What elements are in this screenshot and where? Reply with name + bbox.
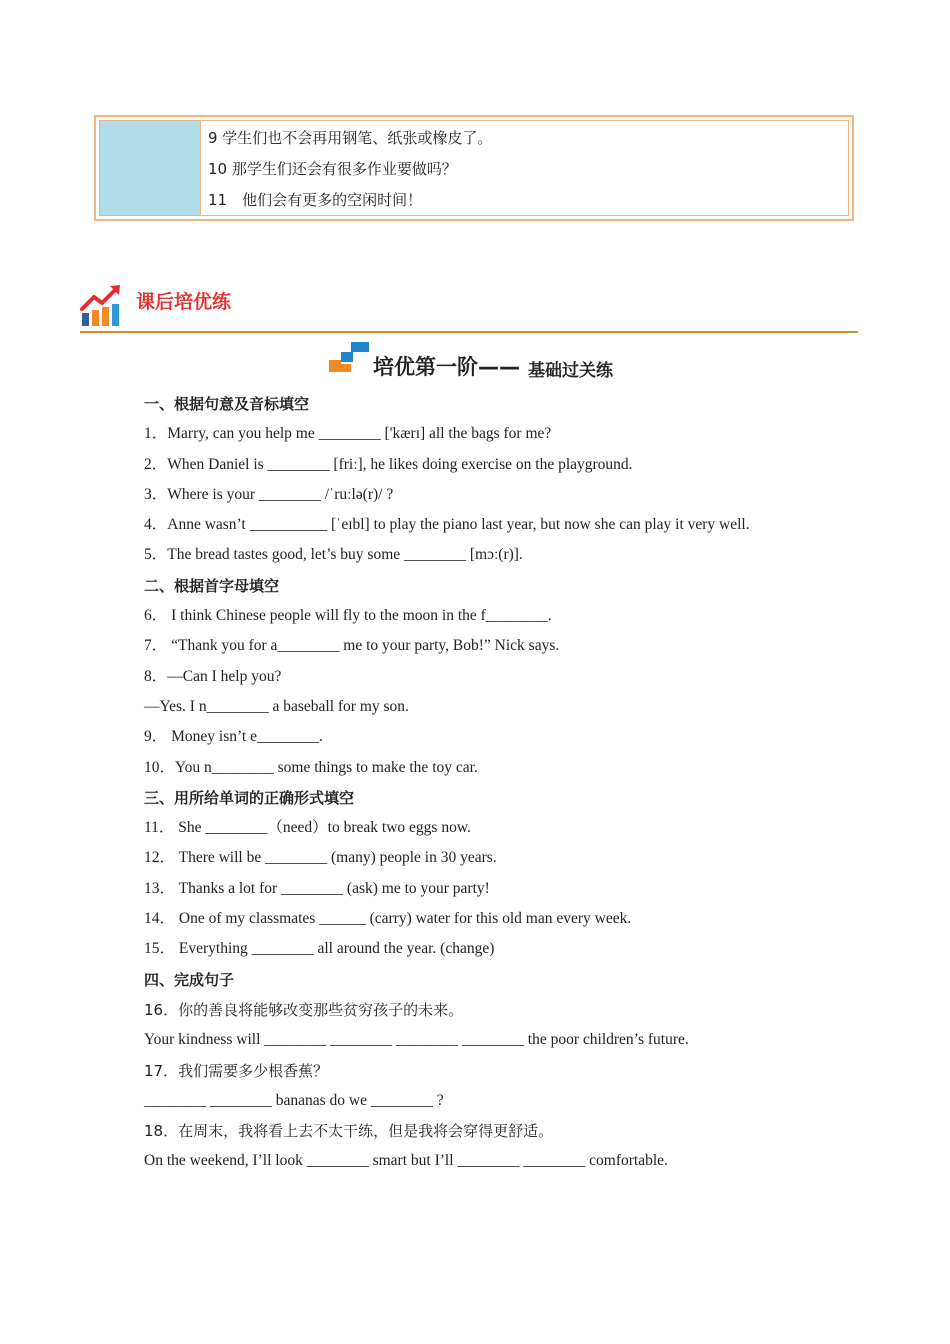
table-inner-border (99, 120, 849, 216)
chinese-prompt: 16．你的善良将能够改变那些贫穷孩子的未来。 (144, 1000, 464, 1019)
stage-title-main: 培优第一阶—— (373, 355, 520, 379)
table-row: 10 那学生们还会有很多作业要做吗？ (208, 160, 457, 178)
question-line: Your kindness will ________ ________ ________ ________ the poor children’s future. (144, 1031, 689, 1049)
question-line: On the weekend, I’ll look ________ smart but I’ll ________ ________ comfortable. (144, 1152, 668, 1170)
question-line: 13． Thanks a lot for ________ (ask) me to your party! (144, 879, 490, 897)
stage-title-sub: 基础过关练 (528, 361, 613, 381)
chinese-prompt: 17．我们需要多少根香蕉？ (144, 1061, 329, 1080)
table-left-cell (100, 121, 201, 215)
stairs-icon (329, 340, 371, 372)
question-line: 4．Anne wasn’t __________ [ˈeɪbl] to play the piano last year, but now she can play it very well. (144, 516, 750, 534)
question-line: 12． There will be ________ (many) people in 30 years. (144, 849, 497, 867)
section-divider (80, 331, 858, 333)
question-line: 15． Everything ________ all around the year. (change) (144, 940, 495, 958)
section-heading: 二、根据首字母填空 (144, 576, 280, 595)
table-row: 11 他们会有更多的空闲时间！ (208, 191, 423, 209)
section-heading: 三、用所给单词的正确形式填空 (144, 788, 355, 807)
question-line: 1．Marry, can you help me ________ ['kærɪ] all the bags for me? (144, 425, 552, 443)
exercise-content (144, 389, 864, 1177)
section-heading: 一、根据句意及音标填空 (144, 395, 310, 413)
question-line: 2．When Daniel is ________ [friː], he likes doing exercise on the playground. (144, 455, 633, 473)
question-line: 7． “Thank you for a________ me to your party, Bob!” Nick says. (144, 637, 560, 655)
question-line: 9． Money isn’t e________. (144, 728, 323, 746)
question-line: —Yes. I n________ a baseball for my son. (144, 697, 409, 715)
section-title: 课后培优练 (136, 291, 232, 313)
question-line: 10．You n________ some things to make the toy car. (144, 758, 478, 776)
question-line: ________ ________ bananas do we ________ ? (144, 1091, 444, 1109)
table-right-cell (208, 123, 842, 216)
table-row: 9 学生们也不会再用钢笔、纸张或橡皮了。 (208, 129, 493, 147)
question-line: 3．Where is your ________ /ˈruːlə(r)/ ? (144, 485, 394, 503)
question-line: 11． She ________（need）to break two eggs now. (144, 819, 471, 837)
question-line: 14． One of my classmates ______ (carry) water for this old man every week. (144, 910, 632, 928)
question-line: 6． I think Chinese people will fly to the moon in the f________. (144, 607, 552, 625)
question-line: 5．The bread tastes good, let’s buy some ________ [mɔː(r)]. (144, 546, 523, 564)
section-heading: 四、完成句子 (144, 970, 235, 989)
chart-growth-icon (80, 283, 124, 329)
section-header (80, 283, 858, 333)
chinese-prompt: 18．在周末，我将看上去不太干练，但是我将会穿得更舒适。 (144, 1122, 554, 1141)
question-line: 8．—Can I help you? (144, 667, 282, 685)
translation-table (94, 115, 854, 221)
